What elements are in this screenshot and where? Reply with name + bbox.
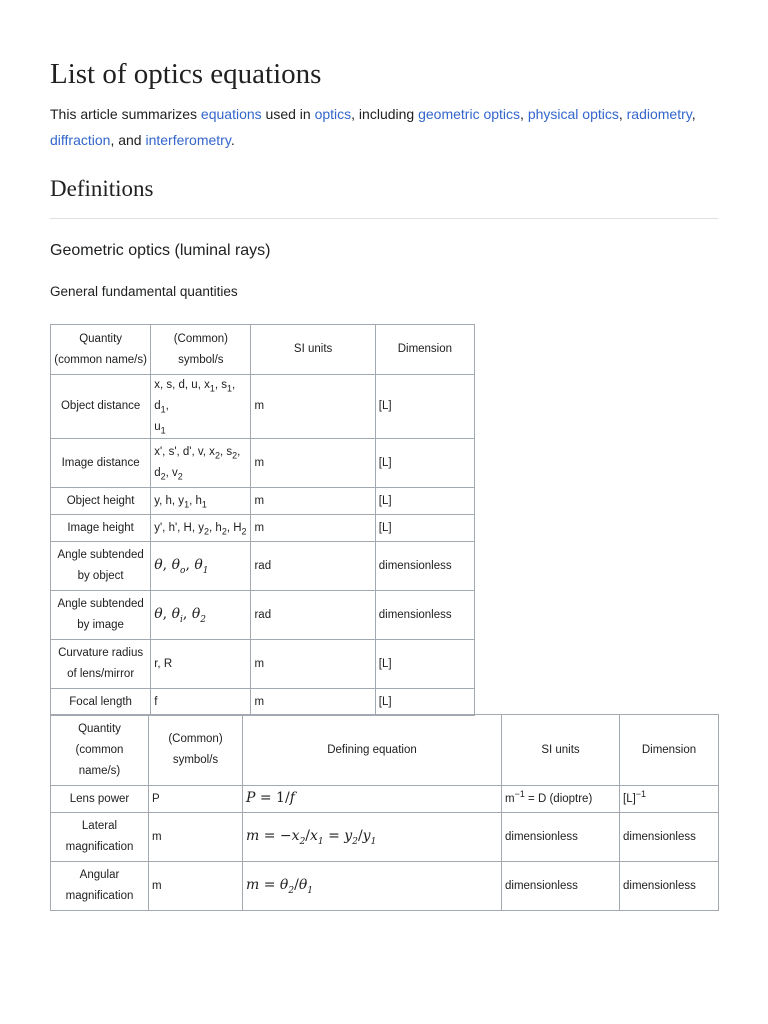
cell-quantity: Image distance <box>51 439 151 488</box>
cell-quantity: Object height <box>51 488 151 515</box>
cell-si-units: m <box>251 640 375 689</box>
cell-quantity: Focal length <box>51 689 151 716</box>
table-row <box>51 813 719 862</box>
cell-si-units: dimensionless <box>502 862 620 911</box>
table-row <box>51 488 475 515</box>
section-heading-definitions: Definitions <box>50 176 154 201</box>
table-row <box>51 786 719 813</box>
cell-quantity: Lateral magnification <box>51 813 149 862</box>
cell-si-units: dimensionless <box>502 813 620 862</box>
cell-dimension: [L] <box>375 689 474 716</box>
cell-symbol: x', s', d', v, $x_2$, $s_2$, $d_2$, $v_2$ <box>151 439 251 488</box>
subsection-heading-geometric-optics: Geometric optics (luminal rays) <box>50 242 271 259</box>
link-equations[interactable]: equations <box>200 106 262 122</box>
cell-si-units: m <box>251 488 375 515</box>
table-header-row <box>51 325 475 375</box>
header-dimension: Dimension <box>620 715 719 786</box>
link-radiometry[interactable]: radiometry <box>626 106 692 122</box>
cell-si-units: m <box>251 375 375 439</box>
cell-quantity: Angle subtended by image <box>51 591 151 640</box>
table-row <box>51 689 475 716</box>
cell-quantity: Image height <box>51 515 151 542</box>
cell-equation: P = 1/f <box>243 786 502 813</box>
cell-symbol: m <box>149 862 243 911</box>
link-physical-optics[interactable]: physical optics <box>527 106 619 122</box>
cell-dimension: $[L]^{-1}$ <box>620 786 719 813</box>
cell-si-units: rad <box>251 591 375 640</box>
cell-symbol: r, R <box>151 640 251 689</box>
table-row <box>51 375 475 439</box>
header-quantity: Quantity (common name/s) <box>51 715 149 786</box>
cell-symbol: m <box>149 813 243 862</box>
link-optics[interactable]: optics <box>314 106 352 122</box>
intro-paragraph: This article summarizes equations used in optics, including geometric optics, physical optics, radiometry, diffraction, and interferometry. <box>50 106 696 148</box>
link-geometric-optics[interactable]: geometric optics <box>418 106 521 122</box>
cell-dimension: [L] <box>375 439 474 488</box>
link-diffraction[interactable]: diffraction <box>50 132 111 148</box>
cell-symbol: f <box>151 689 251 716</box>
table-row <box>51 591 475 640</box>
cell-symbol: θ, $\theta_o$, $\theta_1$ <box>151 542 251 591</box>
link-interferometry[interactable]: interferometry <box>145 132 231 148</box>
header-symbol: (Common) symbol/s <box>149 715 243 786</box>
cell-quantity: Curvature radius of lens/mirror <box>51 640 151 689</box>
header-symbol: (Common) symbol/s <box>151 325 251 375</box>
cell-quantity: Lens power <box>51 786 149 813</box>
cell-dimension: [L] <box>375 640 474 689</box>
cell-symbol: y', h', H, $y_2$, $h_2$, $H_2$ <box>151 515 251 542</box>
cell-equation: $m = \theta_2/\theta_1$ <box>243 862 502 911</box>
subsubsection-heading-general-quantities: General fundamental quantities <box>50 284 238 299</box>
table-row <box>51 862 719 911</box>
cell-si-units: m <box>251 689 375 716</box>
cell-si-units: m <box>251 515 375 542</box>
table-row <box>51 640 475 689</box>
section-divider <box>50 218 718 219</box>
table-row <box>51 439 475 488</box>
cell-dimension: [L] <box>375 515 474 542</box>
header-dimension: Dimension <box>375 325 474 375</box>
cell-quantity: Angular magnification <box>51 862 149 911</box>
cell-dimension: [L] <box>375 375 474 439</box>
header-quantity: Quantity (common name/s) <box>51 325 151 375</box>
cell-si-units: $m^{-1} = D$ (dioptre) <box>502 786 620 813</box>
cell-dimension: dimensionless <box>620 813 719 862</box>
cell-quantity: Object distance <box>51 375 151 439</box>
table-row <box>51 542 475 591</box>
header-defining-equation: Defining equation <box>243 715 502 786</box>
fundamental-quantities-table <box>50 324 475 716</box>
table-header-row <box>51 715 719 786</box>
cell-equation: $m = -x_2/x_1 = y_2/y_1$ <box>243 813 502 862</box>
header-si-units: SI units <box>502 715 620 786</box>
cell-dimension: [L] <box>375 488 474 515</box>
cell-symbol: θ, $\theta_i$, $\theta_2$ <box>151 591 251 640</box>
cell-symbol: x, s, d, u, $x_1$, $s_1$, $d_1$, $u_1$ <box>151 375 251 439</box>
derived-quantities-table <box>50 714 719 911</box>
cell-quantity: Angle subtended by object <box>51 542 151 591</box>
header-si-units: SI units <box>251 325 375 375</box>
cell-symbol: y, h, $y_1$, $h_1$ <box>151 488 251 515</box>
page-title: List of optics equations <box>50 58 322 90</box>
cell-si-units: rad <box>251 542 375 591</box>
cell-dimension: dimensionless <box>620 862 719 911</box>
cell-si-units: m <box>251 439 375 488</box>
cell-dimension: dimensionless <box>375 542 474 591</box>
cell-dimension: dimensionless <box>375 591 474 640</box>
cell-symbol: P <box>149 786 243 813</box>
table-row <box>51 515 475 542</box>
